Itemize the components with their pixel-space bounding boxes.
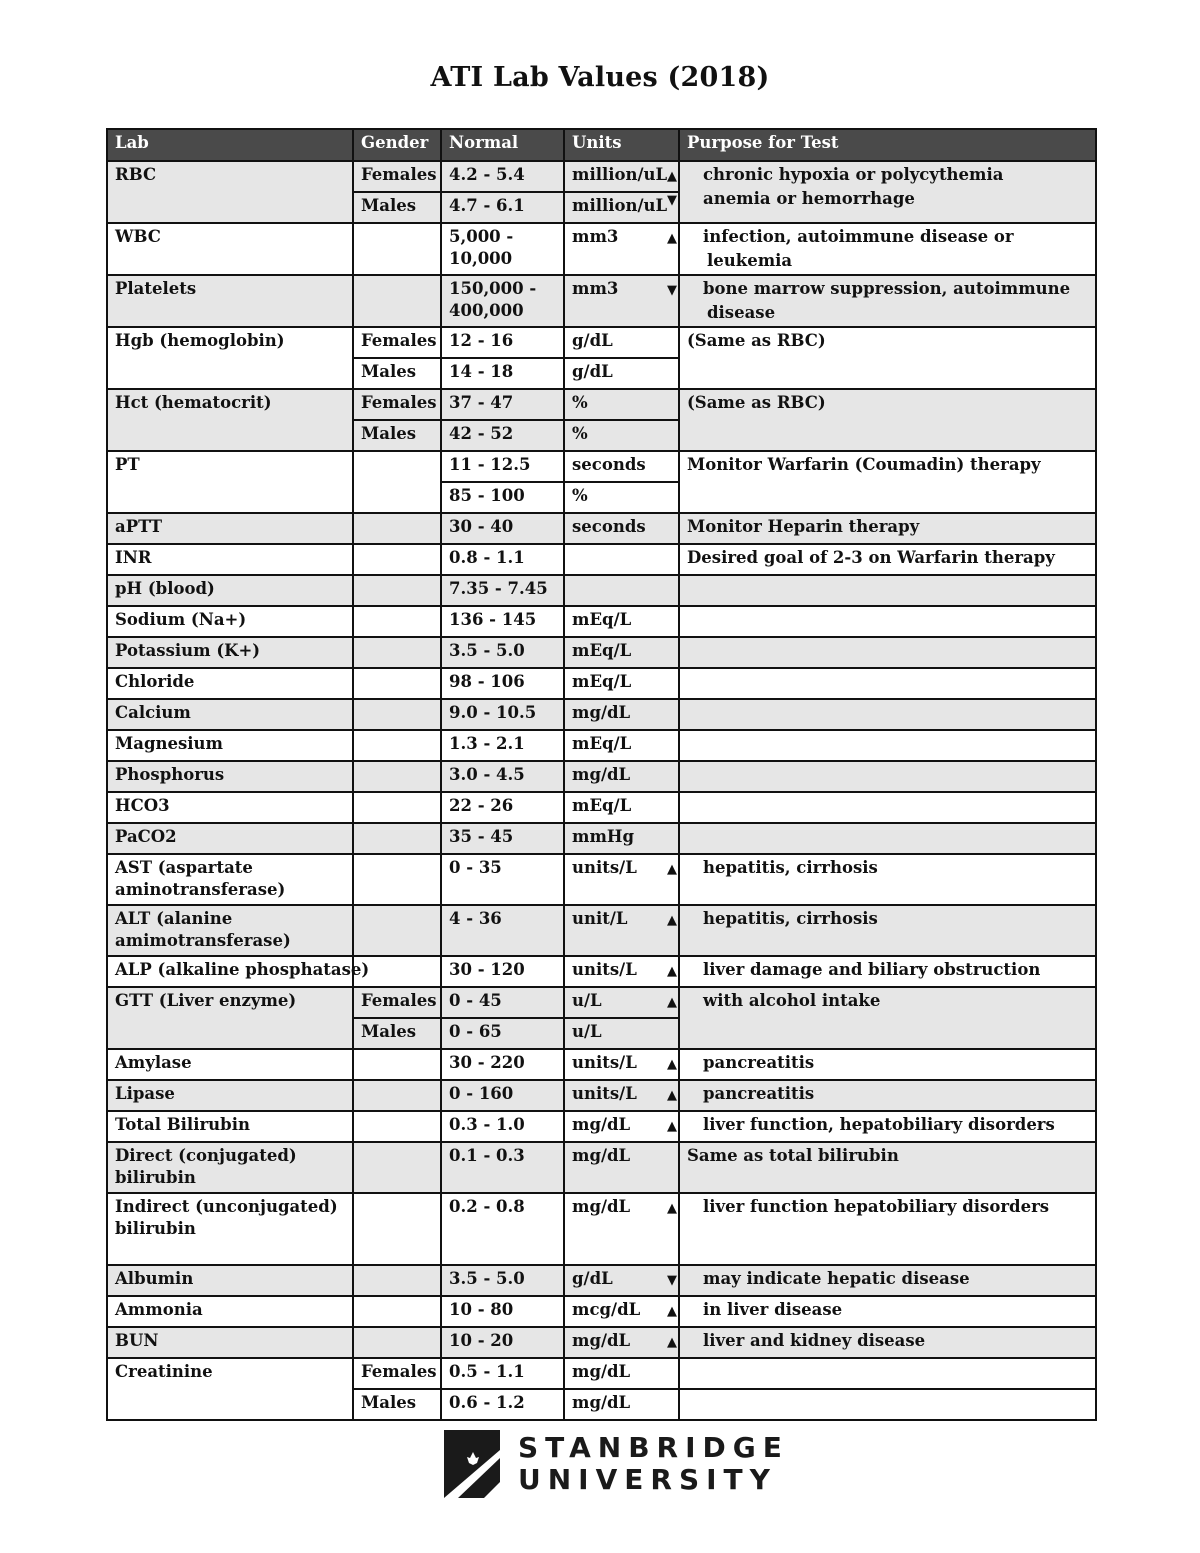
normal-cell: 30 - 40	[441, 513, 564, 544]
gender-cell	[353, 575, 441, 606]
units-cell: units/L	[564, 854, 679, 905]
normal-cell: 37 - 47	[441, 389, 564, 420]
units-cell: mEq/L	[564, 792, 679, 823]
purpose-cell: (Same as RBC)	[679, 389, 1096, 451]
lab-name: Ammonia	[107, 1296, 353, 1327]
gender-cell	[353, 905, 441, 956]
purpose-cell	[667, 223, 1096, 275]
normal-cell: 14 - 18	[441, 358, 564, 389]
lab-name: Lipase	[107, 1080, 353, 1111]
table-row	[107, 161, 1096, 192]
purpose-text: bone marrow suppression, autoimmune disease	[703, 279, 1071, 322]
table-row	[107, 575, 1096, 606]
table-row	[107, 730, 1096, 761]
gender-cell	[353, 275, 441, 327]
purpose-cell	[667, 956, 1096, 987]
purpose-cell	[667, 854, 1096, 905]
table-row	[107, 699, 1096, 730]
normal-cell: 4.7 - 6.1	[441, 192, 564, 223]
university-logo	[444, 1430, 789, 1500]
logo-line-2: UNIVERSITY	[518, 1463, 777, 1496]
purpose-text: with alcohol intake	[703, 991, 881, 1010]
units-cell	[564, 575, 679, 606]
units-cell: mmHg	[564, 823, 679, 854]
gender-cell: Males	[353, 1389, 441, 1420]
units-cell: units/L	[564, 956, 679, 987]
table-row	[107, 1049, 1096, 1080]
arrow-down-icon: ▼	[667, 1273, 677, 1288]
units-cell	[564, 544, 679, 575]
logo-wordmark	[518, 1432, 789, 1496]
purpose-cell	[679, 699, 1096, 730]
units-cell: g/dL	[564, 358, 679, 389]
units-cell: million/uL	[564, 161, 679, 192]
purpose-text: liver damage and biliary obstruction	[703, 960, 1041, 979]
gender-cell	[353, 1111, 441, 1142]
normal-cell: 7.35 - 7.45	[441, 575, 564, 606]
lab-name: Magnesium	[107, 730, 353, 761]
normal-cell: 3.0 - 4.5	[441, 761, 564, 792]
table-row	[107, 606, 1096, 637]
purpose-cell	[679, 761, 1096, 792]
header-units: Units	[564, 129, 679, 161]
purpose-text: liver function, hepatobiliary disorders	[703, 1115, 1055, 1134]
units-cell: mg/dL	[564, 1111, 679, 1142]
lab-values-table	[106, 128, 1097, 1421]
header-gender: Gender	[353, 129, 441, 161]
purpose-cell	[679, 637, 1096, 668]
purpose-cell	[679, 1389, 1096, 1420]
arrow-up-icon: ▲	[667, 1201, 677, 1216]
arrow-up-icon: ▲	[667, 169, 677, 184]
normal-cell: 10 - 80	[441, 1296, 564, 1327]
table-row	[107, 451, 1096, 482]
table-row	[107, 956, 1096, 987]
units-cell: units/L	[564, 1080, 679, 1111]
purpose-cell	[667, 1265, 1096, 1296]
gender-cell: Females	[353, 987, 441, 1018]
lab-name: aPTT	[107, 513, 353, 544]
arrow-up-icon: ▲	[667, 1335, 677, 1350]
lab-name: Hct (hematocrit)	[107, 389, 353, 451]
gender-cell	[353, 823, 441, 854]
normal-cell: 35 - 45	[441, 823, 564, 854]
logo-line-1: STANBRIDGE	[518, 1431, 789, 1464]
units-cell: mg/dL	[564, 761, 679, 792]
arrow-up-icon: ▲	[667, 1088, 677, 1103]
lab-name: PT	[107, 451, 353, 513]
arrow-up-icon: ▲	[667, 964, 677, 979]
units-cell: %	[564, 482, 679, 513]
table-row	[107, 761, 1096, 792]
normal-cell: 150,000 - 400,000	[441, 275, 564, 327]
table-row	[107, 1296, 1096, 1327]
lab-name: Platelets	[107, 275, 353, 327]
purpose-cell	[679, 730, 1096, 761]
lab-name: ALT (alanine amimotransferase)	[107, 905, 353, 956]
units-cell: mEq/L	[564, 730, 679, 761]
purpose-cell: Monitor Warfarin (Coumadin) therapy	[679, 451, 1096, 513]
gender-cell: Females	[353, 1358, 441, 1389]
gender-cell	[353, 637, 441, 668]
lab-name: ALP (alkaline phosphatase)	[107, 956, 353, 987]
table-row	[107, 905, 1096, 956]
table-row	[107, 275, 1096, 327]
page-title: ATI Lab Values (2018)	[430, 62, 770, 93]
table-row	[107, 792, 1096, 823]
normal-cell: 4 - 36	[441, 905, 564, 956]
gender-cell	[353, 1296, 441, 1327]
lab-name: AST (aspartate aminotransferase)	[107, 854, 353, 905]
purpose-cell	[679, 1358, 1096, 1389]
lab-name: Direct (conjugated) bilirubin	[107, 1142, 353, 1193]
normal-cell: 12 - 16	[441, 327, 564, 358]
normal-cell: 5,000 - 10,000	[441, 223, 564, 275]
units-cell: mg/dL	[564, 699, 679, 730]
units-cell: units/L	[564, 1049, 679, 1080]
purpose-cell	[667, 1111, 1096, 1142]
purpose-cell	[679, 792, 1096, 823]
arrow-down-icon: ▼	[667, 283, 677, 298]
units-cell: %	[564, 389, 679, 420]
normal-cell: 0.2 - 0.8	[441, 1193, 564, 1265]
gender-cell	[353, 699, 441, 730]
normal-cell: 4.2 - 5.4	[441, 161, 564, 192]
lab-name: Chloride	[107, 668, 353, 699]
gender-cell: Males	[353, 420, 441, 451]
header-lab: Lab	[107, 129, 353, 161]
normal-cell: 0.3 - 1.0	[441, 1111, 564, 1142]
lab-name: INR	[107, 544, 353, 575]
normal-cell: 1.3 - 2.1	[441, 730, 564, 761]
arrow-up-icon: ▲	[667, 231, 677, 246]
table-header-row	[107, 129, 1096, 161]
gender-cell	[353, 668, 441, 699]
purpose-cell	[679, 575, 1096, 606]
purpose-cell	[667, 275, 1096, 327]
lab-name: pH (blood)	[107, 575, 353, 606]
purpose-text: infection, autoimmune disease or leukemia	[703, 227, 1014, 270]
normal-cell: 42 - 52	[441, 420, 564, 451]
purpose-text: hepatitis, cirrhosis	[703, 909, 878, 928]
units-cell: mg/dL	[564, 1327, 679, 1358]
gender-cell	[353, 606, 441, 637]
shield-logo-icon	[444, 1430, 500, 1498]
purpose-text: in liver disease	[703, 1300, 843, 1319]
gender-cell: Males	[353, 1018, 441, 1049]
gender-cell: Males	[353, 192, 441, 223]
lab-name: RBC	[107, 161, 353, 223]
table-row	[107, 854, 1096, 905]
gender-cell	[353, 761, 441, 792]
table-row	[107, 1327, 1096, 1358]
gender-cell	[353, 1080, 441, 1111]
purpose-cell: Monitor Heparin therapy	[679, 513, 1096, 544]
table-row	[107, 1358, 1096, 1389]
purpose-cell	[679, 606, 1096, 637]
units-cell: mg/dL	[564, 1389, 679, 1420]
normal-cell: 10 - 20	[441, 1327, 564, 1358]
normal-cell: 0 - 65	[441, 1018, 564, 1049]
normal-cell: 0 - 45	[441, 987, 564, 1018]
table-row	[107, 1111, 1096, 1142]
purpose-cell	[679, 668, 1096, 699]
normal-cell: 30 - 220	[441, 1049, 564, 1080]
gender-cell	[353, 1049, 441, 1080]
purpose-cell	[667, 987, 1096, 1049]
normal-cell: 0.8 - 1.1	[441, 544, 564, 575]
units-cell: u/L	[564, 1018, 679, 1049]
purpose-text: liver function hepatobiliary disorders	[703, 1197, 1050, 1216]
units-cell: seconds	[564, 451, 679, 482]
arrow-down-icon: ▼	[667, 193, 677, 208]
units-cell: seconds	[564, 513, 679, 544]
table-row	[107, 327, 1096, 358]
arrow-up-icon: ▲	[667, 1304, 677, 1319]
purpose-cell	[667, 161, 1096, 223]
normal-cell: 0.5 - 1.1	[441, 1358, 564, 1389]
units-cell: million/uL	[564, 192, 679, 223]
purpose-cell: Desired goal of 2-3 on Warfarin therapy	[679, 544, 1096, 575]
table-row	[107, 389, 1096, 420]
table-row	[107, 1142, 1096, 1193]
gender-cell	[353, 730, 441, 761]
normal-cell: 3.5 - 5.0	[441, 1265, 564, 1296]
units-cell: mg/dL	[564, 1193, 679, 1265]
units-cell: %	[564, 420, 679, 451]
gender-cell: Males	[353, 358, 441, 389]
lab-name: Calcium	[107, 699, 353, 730]
purpose-cell	[679, 823, 1096, 854]
normal-cell: 98 - 106	[441, 668, 564, 699]
units-cell: mm3	[564, 223, 679, 275]
gender-cell: Females	[353, 389, 441, 420]
units-cell: mEq/L	[564, 668, 679, 699]
lab-name: Total Bilirubin	[107, 1111, 353, 1142]
table-row	[107, 987, 1096, 1018]
units-cell: u/L	[564, 987, 679, 1018]
table-row	[107, 637, 1096, 668]
gender-cell	[353, 223, 441, 275]
table-row	[107, 823, 1096, 854]
normal-cell: 3.5 - 5.0	[441, 637, 564, 668]
normal-cell: 0.6 - 1.2	[441, 1389, 564, 1420]
purpose-cell	[667, 905, 1096, 956]
units-cell: g/dL	[564, 327, 679, 358]
lab-name: HCO3	[107, 792, 353, 823]
normal-cell: 0 - 160	[441, 1080, 564, 1111]
table-row	[107, 1265, 1096, 1296]
normal-cell: 9.0 - 10.5	[441, 699, 564, 730]
purpose-cell	[667, 1193, 1096, 1265]
units-cell: mm3	[564, 275, 679, 327]
gender-cell: Females	[353, 327, 441, 358]
lab-name: PaCO2	[107, 823, 353, 854]
purpose-cell	[667, 1296, 1096, 1327]
normal-cell: 85 - 100	[441, 482, 564, 513]
lab-name: WBC	[107, 223, 353, 275]
normal-cell: 136 - 145	[441, 606, 564, 637]
arrow-up-icon: ▲	[667, 862, 677, 877]
header-purpose: Purpose for Test	[679, 129, 1096, 161]
lab-name: Potassium (K+)	[107, 637, 353, 668]
gender-cell	[353, 544, 441, 575]
gender-cell	[353, 1193, 441, 1265]
lab-name: Amylase	[107, 1049, 353, 1080]
normal-cell: 22 - 26	[441, 792, 564, 823]
purpose-cell	[667, 1327, 1096, 1358]
purpose-text: anemia or hemorrhage	[703, 189, 915, 208]
units-cell: g/dL	[564, 1265, 679, 1296]
lab-name: Hgb (hemoglobin)	[107, 327, 353, 389]
units-cell: mg/dL	[564, 1358, 679, 1389]
gender-cell	[353, 1265, 441, 1296]
gender-cell	[353, 854, 441, 905]
purpose-text: hepatitis, cirrhosis	[703, 858, 878, 877]
purpose-cell: (Same as RBC)	[679, 327, 1096, 389]
gender-cell	[353, 792, 441, 823]
lab-name: Creatinine	[107, 1358, 353, 1420]
units-cell: mcg/dL	[564, 1296, 679, 1327]
gender-cell	[353, 451, 441, 513]
lab-name: Indirect (unconjugated) bilirubin	[107, 1193, 353, 1265]
units-cell: mEq/L	[564, 606, 679, 637]
table-row	[107, 223, 1096, 275]
units-cell: unit/L	[564, 905, 679, 956]
lab-name: BUN	[107, 1327, 353, 1358]
arrow-up-icon: ▲	[667, 1057, 677, 1072]
gender-cell	[353, 513, 441, 544]
units-cell: mg/dL	[564, 1142, 679, 1193]
table-row	[107, 668, 1096, 699]
arrow-up-icon: ▲	[667, 995, 677, 1010]
table-row	[107, 1080, 1096, 1111]
table-row	[107, 544, 1096, 575]
lab-name: Albumin	[107, 1265, 353, 1296]
purpose-cell	[667, 1049, 1096, 1080]
purpose-text: pancreatitis	[703, 1084, 815, 1103]
table-row	[107, 1193, 1096, 1265]
lab-name: Phosphorus	[107, 761, 353, 792]
purpose-text: liver and kidney disease	[703, 1331, 926, 1350]
gender-cell: Females	[353, 161, 441, 192]
arrow-up-icon: ▲	[667, 1119, 677, 1134]
purpose-text: pancreatitis	[703, 1053, 815, 1072]
arrow-up-icon: ▲	[667, 913, 677, 928]
table-row	[107, 513, 1096, 544]
normal-cell: 0 - 35	[441, 854, 564, 905]
gender-cell	[353, 1327, 441, 1358]
purpose-text: chronic hypoxia or polycythemia	[703, 165, 1004, 184]
header-normal: Normal	[441, 129, 564, 161]
normal-cell: 0.1 - 0.3	[441, 1142, 564, 1193]
gender-cell	[353, 1142, 441, 1193]
purpose-text: may indicate hepatic disease	[703, 1269, 970, 1288]
normal-cell: 30 - 120	[441, 956, 564, 987]
purpose-cell	[667, 1080, 1096, 1111]
purpose-cell: Same as total bilirubin	[679, 1142, 1096, 1193]
lab-name: GTT (Liver enzyme)	[107, 987, 353, 1049]
lab-name: Sodium (Na+)	[107, 606, 353, 637]
units-cell: mEq/L	[564, 637, 679, 668]
normal-cell: 11 - 12.5	[441, 451, 564, 482]
